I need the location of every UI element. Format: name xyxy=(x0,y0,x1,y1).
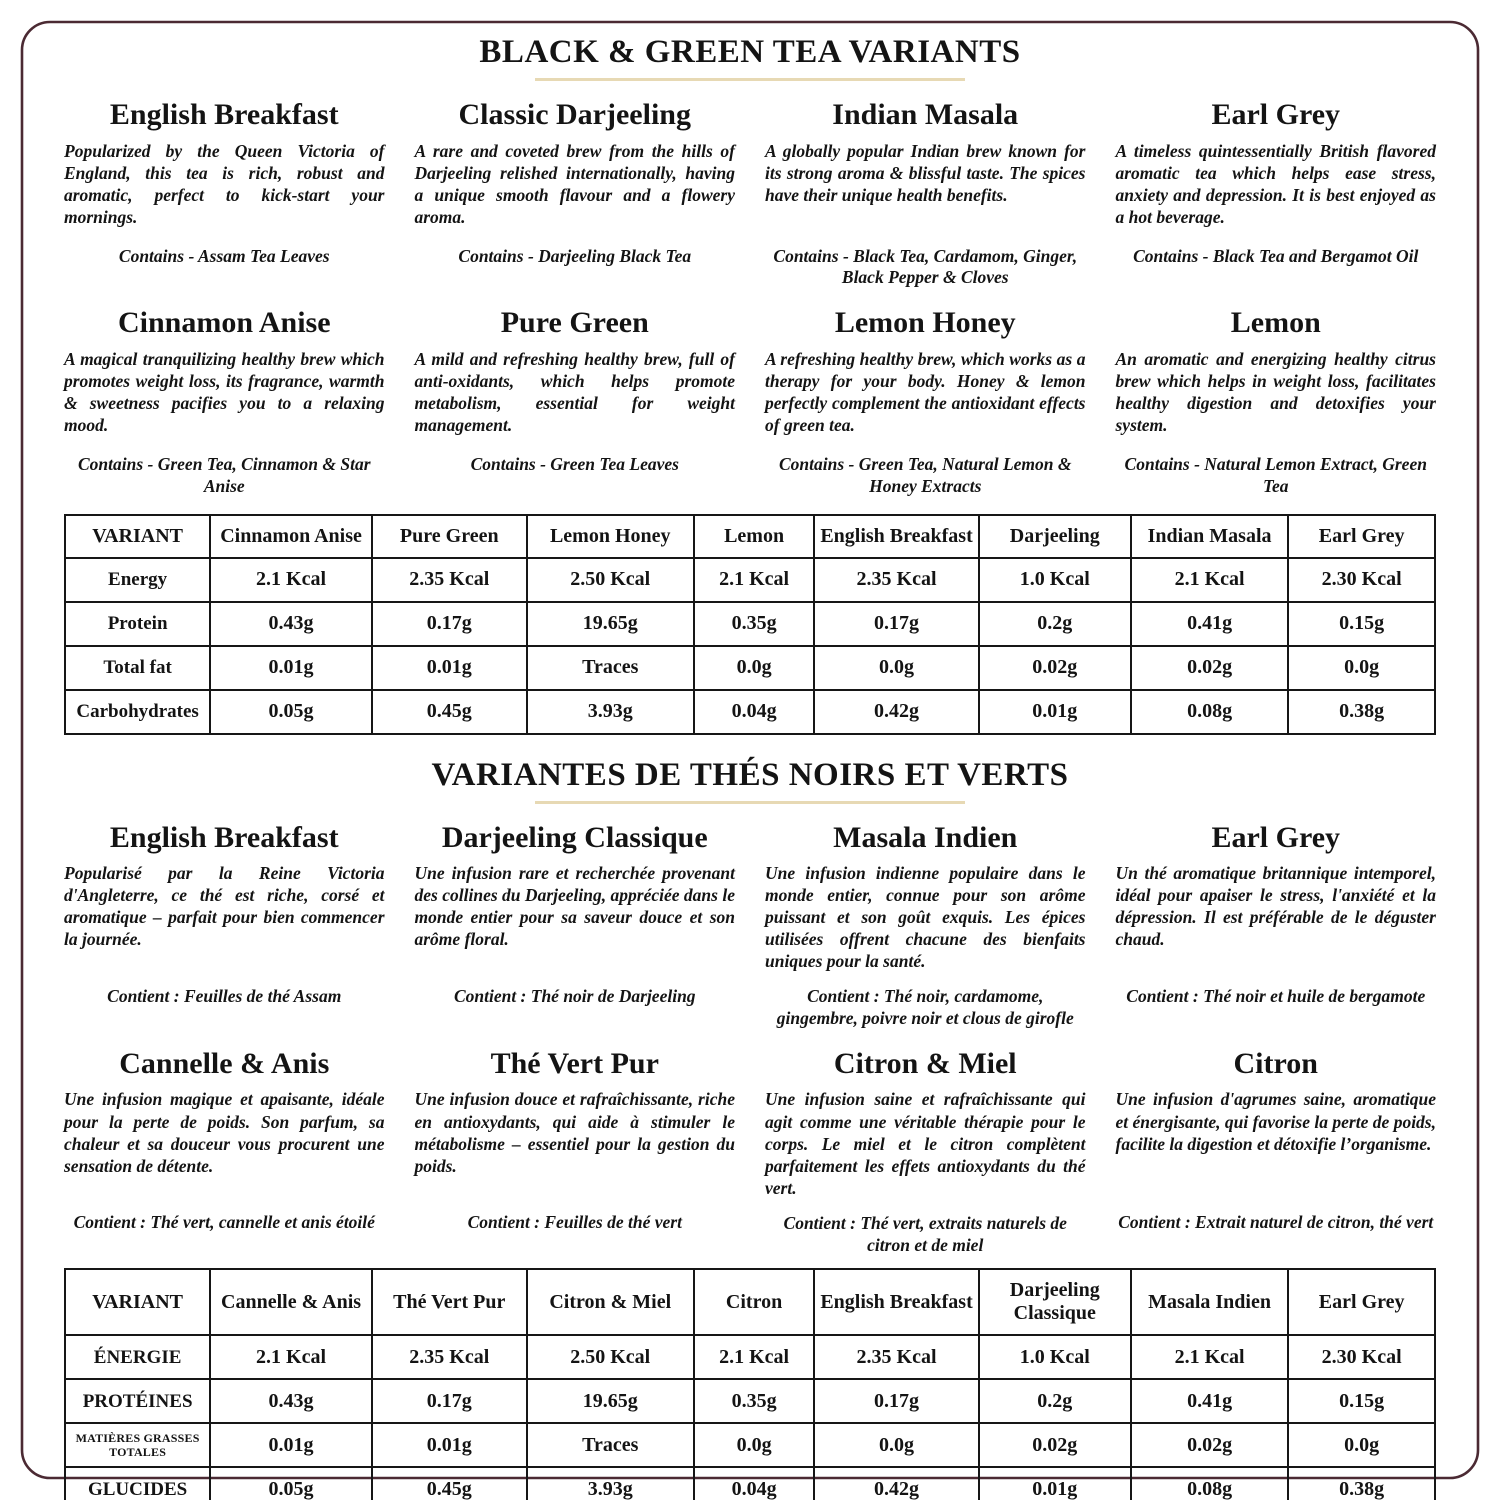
tea-ingredients: Contient : Feuilles de thé Assam xyxy=(107,986,342,1006)
table-header-cell: English Breakfast xyxy=(814,515,978,558)
tea-card xyxy=(1116,804,1437,1008)
row-label-cell: Energy xyxy=(65,558,210,602)
value-cell: 2.35 Kcal xyxy=(372,1335,527,1379)
table-header-cell: Darjeeling Classique xyxy=(979,1269,1131,1335)
value-cell: 0.2g xyxy=(979,1379,1131,1423)
value-cell: 0.35g xyxy=(694,1379,815,1423)
tea-name: Darjeeling Classique xyxy=(441,820,708,854)
value-cell: 0.17g xyxy=(814,602,978,646)
tea-ingredients: Contient : Feuilles de thé vert xyxy=(467,1212,682,1233)
table-header-cell: Earl Grey xyxy=(1288,1269,1435,1335)
value-cell: 0.42g xyxy=(814,690,978,734)
tea-description: Popularized by the Queen Victoria of England, this tea is rich, robust and aromatic, perfect to kick-start your mornings. xyxy=(64,140,385,227)
tea-ingredients: Contains - Darjeeling Black Tea xyxy=(458,245,692,266)
value-cell: 0.02g xyxy=(1131,1423,1289,1467)
value-cell: 0.0g xyxy=(814,1423,978,1467)
row-label-cell: GLUCIDES xyxy=(65,1467,210,1500)
tea-ingredients: Contient : Extrait naturel de citron, thé vert xyxy=(1118,1212,1434,1233)
tea-card-row xyxy=(64,804,1436,1030)
table-header-cell: Citron & Miel xyxy=(527,1269,694,1335)
row-label-cell: PROTÉINES xyxy=(65,1379,210,1423)
tea-description: Une infusion magique et apaisante, idéale pour la perte de poids. Son parfum, sa chaleur et sa douceur vous procurent une sensation de détente. xyxy=(64,1089,385,1176)
table-row xyxy=(65,1379,1435,1423)
table-header-cell: Pure Green xyxy=(372,515,527,558)
value-cell: 2.30 Kcal xyxy=(1288,558,1435,602)
value-cell: 0.01g xyxy=(210,646,372,690)
tea-name: English Breakfast xyxy=(109,820,339,854)
tea-card xyxy=(64,1030,385,1234)
value-cell: 0.41g xyxy=(1131,1379,1289,1423)
value-cell: 0.43g xyxy=(210,1379,372,1423)
tea-description: An aromatic and energizing healthy citrus brew which helps in weight loss, facilitates healthy digestion and detoxifies your system. xyxy=(1115,348,1436,435)
value-cell: 2.1 Kcal xyxy=(1131,1335,1289,1379)
row-label-cell: MATIÈRES GRASSES TOTALES xyxy=(65,1423,210,1467)
value-cell: 0.35g xyxy=(694,602,815,646)
tea-card xyxy=(64,81,385,267)
section-title: VARIANTES DE THÉS NOIRS ET VERTS xyxy=(431,756,1069,793)
table-header-cell: VARIANT xyxy=(65,1269,210,1335)
tea-description: Popularisé par la Reine Victoria d'Angleterre, ce thé est riche, corsé et aromatique – parfait pour bien commencer la journée. xyxy=(64,863,385,950)
row-label-cell: ÉNERGIE xyxy=(65,1335,210,1379)
value-cell: 0.0g xyxy=(1288,646,1435,690)
value-cell: 0.0g xyxy=(694,646,815,690)
value-cell: 0.45g xyxy=(372,690,527,734)
table-header-cell: Cannelle & Anis xyxy=(210,1269,372,1335)
table-row xyxy=(65,690,1435,734)
tea-ingredients: Contains - Natural Lemon Extract, Green Tea xyxy=(1124,453,1427,496)
value-cell: 0.05g xyxy=(210,690,372,734)
value-cell: 0.01g xyxy=(372,646,527,690)
tea-description: A globally popular Indian brew known for its strong aroma & blissful taste. The spices have their unique health benefits. xyxy=(765,140,1086,205)
tea-description: Une infusion indienne populaire dans le monde entier, connue pour son arôme puissant et son goût exquis. Les épices utilisées offrent chacune des bienfaits uniques pour la santé. xyxy=(765,863,1086,972)
value-cell: 2.35 Kcal xyxy=(372,558,527,602)
tea-card xyxy=(1116,1030,1437,1234)
tea-ingredients: Contains - Green Tea, Natural Lemon & Honey Extracts xyxy=(778,453,1072,496)
tea-ingredients: Contient : Thé noir de Darjeeling xyxy=(453,986,696,1006)
table-header-cell: Lemon xyxy=(694,515,815,558)
value-cell: 0.05g xyxy=(210,1467,372,1500)
tea-name: Earl Grey xyxy=(1211,98,1341,131)
table-header-cell: English Breakfast xyxy=(814,1269,978,1335)
value-cell: 0.2g xyxy=(979,602,1131,646)
tea-card xyxy=(1116,81,1437,267)
value-cell: 0.38g xyxy=(1288,690,1435,734)
tea-ingredients: Contient : Thé noir et huile de bergamote xyxy=(1126,986,1426,1006)
value-cell: 0.02g xyxy=(1131,646,1289,690)
value-cell: 2.50 Kcal xyxy=(527,1335,694,1379)
value-cell: 0.15g xyxy=(1288,602,1435,646)
value-cell: 0.38g xyxy=(1288,1467,1435,1500)
value-cell: 0.0g xyxy=(1288,1423,1435,1467)
table-header-cell: VARIANT xyxy=(65,515,210,558)
tea-name: Lemon xyxy=(1230,306,1321,340)
value-cell: Traces xyxy=(527,1423,694,1467)
value-cell: 2.35 Kcal xyxy=(814,1335,978,1379)
value-cell: 0.45g xyxy=(372,1467,527,1500)
tea-name: Classic Darjeeling xyxy=(458,98,691,131)
tea-card xyxy=(765,1030,1086,1256)
value-cell: 3.93g xyxy=(527,1467,694,1500)
value-cell: 3.93g xyxy=(527,690,694,734)
tea-name: Cannelle & Anis xyxy=(119,1046,330,1080)
table-header-cell: Earl Grey xyxy=(1288,515,1435,558)
value-cell: 2.1 Kcal xyxy=(694,1335,815,1379)
tea-name: Lemon Honey xyxy=(834,306,1016,340)
value-cell: 19.65g xyxy=(527,1379,694,1423)
tea-card xyxy=(415,81,736,267)
tea-description: A timeless quintessentially British flavored aromatic tea which helps ease stress, anxiety and depression. It is best enjoyed as a hot beverage. xyxy=(1115,140,1436,227)
tea-description: Une infusion douce et rafraîchissante, riche en antioxydants, qui aide à stimuler le métabolisme – essentiel pour la gestion du poids. xyxy=(414,1089,735,1176)
tea-description: Une infusion rare et recherchée provenant des collines du Darjeeling, appréciée dans le monde entier pour sa saveur douce et son arôme floral. xyxy=(414,863,735,950)
tea-ingredients: Contains - Green Tea Leaves xyxy=(470,453,679,474)
row-label-cell: Protein xyxy=(65,602,210,646)
value-cell: 0.15g xyxy=(1288,1379,1435,1423)
value-cell: 0.01g xyxy=(210,1423,372,1467)
value-cell: 0.02g xyxy=(979,1423,1131,1467)
value-cell: 2.30 Kcal xyxy=(1288,1335,1435,1379)
tea-card xyxy=(415,804,736,1008)
value-cell: 0.08g xyxy=(1131,690,1289,734)
table-header-cell: Citron xyxy=(694,1269,815,1335)
section-title: BLACK & GREEN TEA VARIANTS xyxy=(479,34,1021,70)
tea-card xyxy=(765,804,1086,1030)
tea-description: Un thé aromatique britannique intemporel, idéal pour apaiser le stress, l'anxiété et la dépression. Il est préférable de le déguster chaud. xyxy=(1115,863,1436,950)
tea-name: English Breakfast xyxy=(109,98,339,131)
table-header-row xyxy=(65,1269,1435,1335)
tea-card xyxy=(64,804,385,1008)
tea-description: A rare and coveted brew from the hills of Darjeeling relished internationally, having a unique smooth flavour and a flowery aroma. xyxy=(414,140,735,227)
value-cell: 2.1 Kcal xyxy=(210,1335,372,1379)
tea-card-row xyxy=(64,81,1436,289)
table-row xyxy=(65,558,1435,602)
value-cell: 0.08g xyxy=(1131,1467,1289,1500)
tea-card xyxy=(64,289,385,497)
tea-section xyxy=(64,34,1436,735)
value-cell: 0.41g xyxy=(1131,602,1289,646)
panel-content xyxy=(0,34,1500,1500)
value-cell: 2.50 Kcal xyxy=(527,558,694,602)
table-header-row xyxy=(65,515,1435,558)
value-cell: 0.04g xyxy=(694,1467,815,1500)
tea-card xyxy=(415,1030,736,1234)
row-label-cell: Carbohydrates xyxy=(65,690,210,734)
value-cell: 0.17g xyxy=(372,602,527,646)
tea-ingredients: Contient : Thé vert, cannelle et anis étoilé xyxy=(73,1212,375,1233)
tea-name: Pure Green xyxy=(500,306,649,340)
tea-name: Thé Vert Pur xyxy=(490,1046,659,1080)
value-cell: 1.0 Kcal xyxy=(979,1335,1131,1379)
table-header-cell: Thé Vert Pur xyxy=(372,1269,527,1335)
tea-section xyxy=(64,757,1436,1500)
nutrition-table xyxy=(64,1268,1436,1500)
tea-name: Citron & Miel xyxy=(833,1046,1017,1080)
value-cell: 0.02g xyxy=(979,646,1131,690)
tea-ingredients: Contient : Thé vert, extraits naturels de citron et de miel xyxy=(783,1212,1067,1255)
value-cell: 0.01g xyxy=(979,1467,1131,1500)
tea-ingredients: Contains - Assam Tea Leaves xyxy=(118,245,330,266)
value-cell: 0.04g xyxy=(694,690,815,734)
value-cell: 2.1 Kcal xyxy=(1131,558,1289,602)
nutrition-table xyxy=(64,514,1436,735)
value-cell: 0.42g xyxy=(814,1467,978,1500)
table-row xyxy=(65,1467,1435,1500)
value-cell: 19.65g xyxy=(527,602,694,646)
value-cell: 2.35 Kcal xyxy=(814,558,978,602)
value-cell: 0.43g xyxy=(210,602,372,646)
value-cell: 1.0 Kcal xyxy=(979,558,1131,602)
tea-description: Une infusion saine et rafraîchissante qui agit comme une véritable thérapie pour le corps. Le miel et le citron complètent parfaitement les effets antioxydants du thé vert. xyxy=(765,1089,1086,1198)
value-cell: 0.01g xyxy=(979,690,1131,734)
tea-name: Masala Indien xyxy=(833,820,1018,854)
table-row xyxy=(65,1335,1435,1379)
table-row xyxy=(65,602,1435,646)
tea-description: Une infusion d'agrumes saine, aromatique et énergisante, qui favorise la perte de poids, facilite la digestion et détoxifie l’organisme. xyxy=(1115,1089,1436,1154)
table-row xyxy=(65,1423,1435,1467)
tea-card xyxy=(765,289,1086,497)
table-header-cell: Lemon Honey xyxy=(527,515,694,558)
table-header-cell: Masala Indien xyxy=(1131,1269,1289,1335)
row-label-cell: Total fat xyxy=(65,646,210,690)
tea-name: Indian Masala xyxy=(832,98,1019,131)
tea-card xyxy=(1116,289,1437,497)
tea-name: Citron xyxy=(1233,1046,1318,1080)
value-cell: 0.17g xyxy=(814,1379,978,1423)
table-header-cell: Darjeeling xyxy=(979,515,1131,558)
value-cell: 0.0g xyxy=(814,646,978,690)
value-cell: 2.1 Kcal xyxy=(210,558,372,602)
tea-card xyxy=(765,81,1086,289)
tea-description: A magical tranquilizing healthy brew which promotes weight loss, its fragrance, warmth & sweetness pacifies you to a relaxing mood. xyxy=(64,348,385,435)
table-header-cell: Cinnamon Anise xyxy=(210,515,372,558)
tea-card xyxy=(415,289,736,475)
tea-ingredients: Contains - Green Tea, Cinnamon & Star Anise xyxy=(77,453,371,496)
table-row xyxy=(65,646,1435,690)
value-cell: 2.1 Kcal xyxy=(694,558,815,602)
tea-description: A refreshing healthy brew, which works as a therapy for your body. Honey & lemon perfectly complement the antioxidant effects of green tea. xyxy=(765,348,1086,435)
tea-card-row xyxy=(64,289,1436,497)
tea-ingredients: Contient : Thé noir, cardamome, gingembre, poivre noir et clous de girofle xyxy=(776,986,1074,1029)
tea-description: A mild and refreshing healthy brew, full of anti-oxidants, which helps promote metabolism, essential for weight management. xyxy=(414,348,735,435)
table-header-cell: Indian Masala xyxy=(1131,515,1289,558)
value-cell: 0.0g xyxy=(694,1423,815,1467)
tea-ingredients: Contains - Black Tea and Bergamot Oil xyxy=(1133,245,1419,266)
value-cell: Traces xyxy=(527,646,694,690)
tea-card-row xyxy=(64,1030,1436,1256)
tea-name: Earl Grey xyxy=(1211,820,1341,854)
tea-ingredients: Contains - Black Tea, Cardamom, Ginger, Black Pepper & Cloves xyxy=(773,245,1078,288)
value-cell: 0.01g xyxy=(372,1423,527,1467)
value-cell: 0.17g xyxy=(372,1379,527,1423)
tea-name: Cinnamon Anise xyxy=(117,306,331,340)
